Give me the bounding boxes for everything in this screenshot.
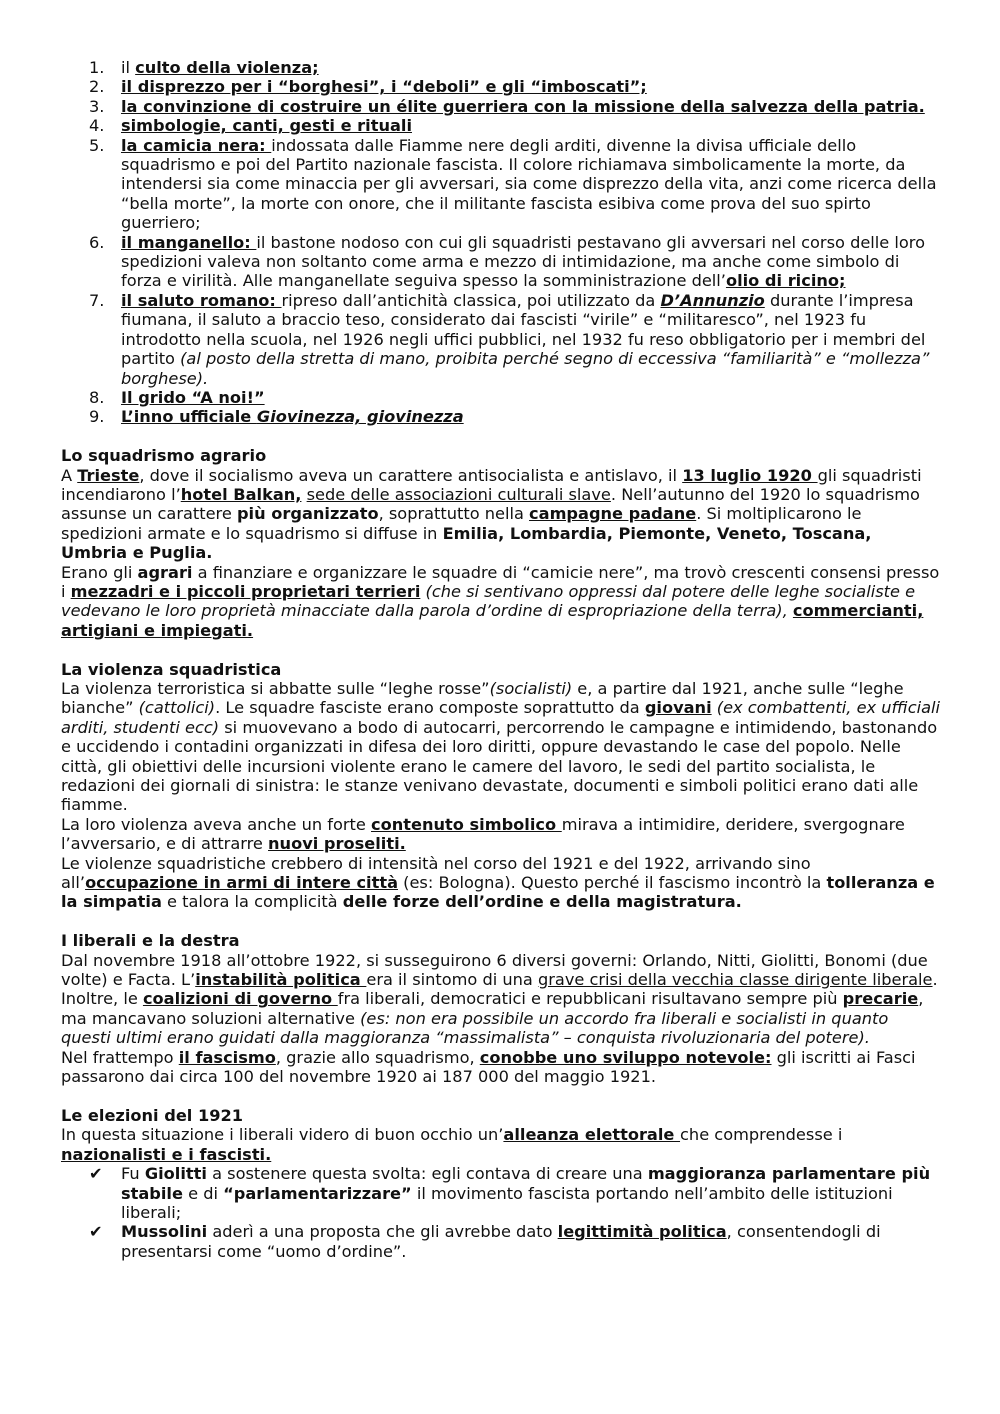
list-item (61, 291, 941, 388)
fascist-rituals-list (61, 58, 941, 427)
text-run: (che si sentivano oppressi dal potere delle leghe socialiste e vedevano le loro proprietà minacciate dalla parola d’ordine di espropriazione della terra), (61, 581, 916, 621)
text-run: gli squadristi incendiarono l’ (61, 465, 922, 504)
text-run: Il grido “A noi!” (121, 387, 265, 407)
text-run: La loro violenza aveva anche un forte (61, 814, 372, 834)
list-number: 3. (89, 96, 105, 116)
text-run: si muovevano a bodo di autocarri, percorrendo le campagne e intimidendo, bastonando e uccidendo i contadini organizzati in difesa dei loro diritti, oppure devastando le case del popolo. Nelle città, gli obiettivi delle incursioni violente erano le camere del lavoro, le sedi del partito socialista, le redazioni dei giornali di sinistra: le stanze venivano devastate, documenti e simboli politici erano dati alle fiamme. (61, 717, 938, 815)
text-run: Nel frattempo (61, 1047, 179, 1067)
text-run: nuovi proseliti. (268, 834, 406, 854)
text-run: conobbe uno sviluppo notevole: (479, 1047, 772, 1067)
text-run: alleanza elettorale (503, 1125, 681, 1145)
text-run: , consentendogli di presentarsi come “uomo d’ordine”. (121, 1222, 881, 1261)
text-run: e di (182, 1183, 224, 1203)
text-run: culto della violenza; (135, 58, 319, 77)
text-run: il manganello: (121, 232, 257, 252)
text-run: giovani (644, 698, 712, 718)
text-run: più organizzato (236, 504, 379, 524)
text-run: Giolitti (144, 1164, 207, 1184)
paragraph (61, 1125, 941, 1164)
checkmark-icon: ✔ (89, 1222, 103, 1242)
text-run: In questa situazione i liberali videro di buon occhio un’ (61, 1125, 504, 1145)
text-run: Le violenze squadristiche crebbero di intensità nel corso del 1921 e del 1922, arrivando sino all’ (61, 853, 811, 893)
checklist-item (61, 1164, 941, 1222)
list-number: 9. (89, 407, 105, 427)
paragraph (61, 563, 941, 641)
document-page (61, 58, 941, 1261)
text-run: 13 luglio 1920 (682, 465, 818, 485)
text-run: a sostenere questa svolta: egli contava di creare una (206, 1164, 648, 1184)
text-run: mirava a intimidire, deridere, svergognare l’avversario, e di attrarre (61, 814, 905, 854)
paragraph (61, 466, 941, 563)
text-run: instabilità politica (195, 970, 367, 990)
list-number: 2. (89, 77, 105, 97)
text-run: Erano gli (61, 562, 138, 582)
text-run: (ex combattenti, ex ufficiali arditi, studenti ecc) (61, 698, 941, 737)
list-number: 8. (89, 387, 105, 407)
text-run: durante l’impresa fiumana, il saluto a braccio teso, considerato dai fascisti “virile” e “militaresco”, nel 1923 fu introdotto nella scuola, nel 1926 negli uffici pubblici, nel 1932 fu reso obbligatorio per i membri del partito (121, 290, 926, 369)
text-run: era il sintomo di una (366, 970, 538, 990)
text-run: e, a partire dal 1921, anche sulle “leghe bianche” (61, 678, 904, 718)
text-run: simbologie, canti, gesti e rituali (121, 116, 412, 136)
text-run: commercianti, artigiani e impiegati. (61, 601, 924, 640)
section-heading: Le elezioni del 1921 (61, 1105, 244, 1125)
section (61, 931, 941, 1086)
text-run: indossata dalle Fiamme nere degli arditi, divenne la divisa ufficiale dello squadrismo e poi del Partito nazionale fascista. Il colore richiamava simbolicamente la morte, da intendersi sia come minaccia per gli avversari, sia come disprezzo della vita, anzi come ricerca della “bella morte”, la morte con onore, che il militante fascista esibiva come prova del suo spirto guerriero; (121, 135, 937, 233)
list-number: 7. (89, 290, 105, 310)
text-run: sede delle associazioni culturali slave (306, 484, 611, 504)
text-run: campagne padane (529, 504, 697, 524)
text-run: che comprendesse i (680, 1125, 843, 1145)
text-run: D’Annunzio (660, 290, 765, 310)
text-run: il bastone nodoso con cui gli squadristi pestavano gli avversari nel corso delle loro spedizioni valeva non soltanto come arma e mezzo di intimidazione, ma anche come simbolo di forza e virilità. Alle manganellate seguiva spesso la somministrazione dell’ (121, 232, 926, 291)
text-run: la camicia nera: (121, 135, 272, 155)
text-run: “parlamentarizzare” (223, 1183, 412, 1203)
text-run: (socialisti) (489, 678, 573, 698)
checkmark-icon: ✔ (89, 1164, 103, 1184)
text-run: , soprattutto nella (378, 504, 530, 524)
text-run: . Le squadre fasciste erano composte soprattutto da (215, 698, 645, 718)
paragraph (61, 854, 941, 912)
checklist-item (61, 1222, 941, 1261)
list-number: 5. (89, 135, 105, 155)
list-item (61, 97, 941, 116)
text-run: Fu (121, 1164, 145, 1184)
text-run: (cattolici) (138, 698, 216, 718)
text-run: . Si moltiplicarono le spedizioni armate e lo squadrismo si diffuse in (61, 504, 862, 543)
paragraph (61, 951, 941, 1048)
text-run: A (61, 465, 78, 485)
text-run: a finanziare e organizzare le squadre di “camicie nere”, ma trovò crescenti consensi presso i (61, 562, 940, 601)
list-item (61, 388, 941, 407)
text-run: occupazione in armi di intere città (85, 873, 399, 893)
text-run: Giovinezza, giovinezza (256, 407, 464, 427)
text-run: legittimità politica (557, 1222, 727, 1242)
text-run: aderì a una proposta che gli avrebbe dato (207, 1222, 558, 1242)
list-item (61, 233, 941, 291)
text-run: il disprezzo per i “borghesi”, i “deboli” e gli “imboscati”; (121, 77, 647, 97)
section (61, 660, 941, 912)
text-run: (es: Bologna). Questo perché il fascismo incontrò la (398, 873, 827, 893)
text-run: Trieste (77, 465, 140, 485)
list-number: 1. (89, 58, 105, 77)
text-run: fra liberali, democratici e repubblicani risultavano sempre più (337, 989, 843, 1009)
text-run: , ma mancavano soluzioni alternative (61, 989, 924, 1028)
text-run: . Inoltre, le (61, 970, 938, 1009)
list-item (61, 58, 941, 77)
list-item (61, 116, 941, 135)
paragraph (61, 815, 941, 854)
text-run: agrari (137, 562, 193, 582)
text-run: maggioranza parlamentare più stabile (121, 1164, 931, 1203)
paragraph (61, 679, 941, 815)
text-run: il (121, 58, 136, 77)
text-run: hotel Balkan, (180, 484, 302, 504)
election-checklist (61, 1164, 941, 1261)
text-run: La violenza terroristica si abbatte sulle “leghe rosse” (61, 678, 490, 698)
text-run: nazionalisti e i fascisti. (61, 1144, 272, 1164)
text-run: (es: non era possibile un accordo fra liberali e socialisti in quanto questi ultimi erano guidati dalla maggioranza “massimalista” – conquista rivoluzionaria del potere). (61, 1008, 889, 1048)
text-run: Emilia, Lombardia, Piemonte, Veneto, Toscana, Umbria e Puglia. (61, 523, 872, 563)
text-run: tolleranza e la simpatia (61, 873, 935, 912)
text-run: e talora la complicità (161, 892, 343, 912)
text-run: mezzadri e i piccoli proprietari terrieri (70, 581, 421, 601)
text-run: il movimento fascista portando nell’ambito delle istituzioni liberali; (121, 1183, 893, 1222)
list-item (61, 136, 941, 233)
section (61, 1106, 941, 1164)
section-heading: I liberali e la destra (61, 931, 240, 951)
text-run: coalizioni di governo (142, 989, 338, 1009)
text-run: gli iscritti ai Fasci passarono dai circa 100 del novembre 1920 ai 187 000 del maggio 1921. (61, 1047, 916, 1087)
text-run: il saluto romano: (121, 290, 282, 310)
section-heading: La violenza squadristica (61, 659, 282, 679)
paragraph (61, 1048, 941, 1087)
text-run: delle forze dell’ordine e della magistratura. (342, 892, 742, 912)
sections (61, 446, 941, 1164)
list-item (61, 77, 941, 96)
text-run: L’inno ufficiale (121, 407, 257, 427)
text-run: , dove il socialismo aveva un carattere antisocialista e antislavo, il (139, 465, 683, 485)
section-heading: Lo squadrismo agrario (61, 446, 267, 466)
text-run: il fascismo (178, 1047, 276, 1067)
text-run: ripreso dall’antichità classica, poi utilizzato da (281, 290, 661, 310)
text-run: . Nell’autunno del 1920 lo squadrismo assunse un carattere (61, 484, 920, 524)
list-number: 4. (89, 116, 105, 136)
text-run: (al posto della stretta di mano, proibita perché segno di eccessiva “familiarità” e “mollezza” borghese). (121, 349, 930, 388)
text-run: grave crisi della vecchia classe dirigente liberale (537, 970, 933, 990)
text-run: olio di ricino; (725, 271, 846, 291)
text-run: la convinzione di costruire un élite guerriera con la missione della salvezza della patria. (121, 96, 925, 116)
list-item (61, 407, 941, 426)
text-run: precarie (842, 989, 919, 1009)
text-run: , grazie allo squadrismo, (275, 1047, 480, 1067)
text-run: Dal novembre 1918 all’ottobre 1922, si susseguirono 6 diversi governi: Orlando, Nitti, Giolitti, Bonomi (due volte) e Facta. L’ (61, 950, 928, 990)
section (61, 446, 941, 640)
text-run: Mussolini (121, 1222, 208, 1242)
list-number: 6. (89, 232, 105, 252)
text-run: contenuto simbolico (371, 814, 562, 834)
